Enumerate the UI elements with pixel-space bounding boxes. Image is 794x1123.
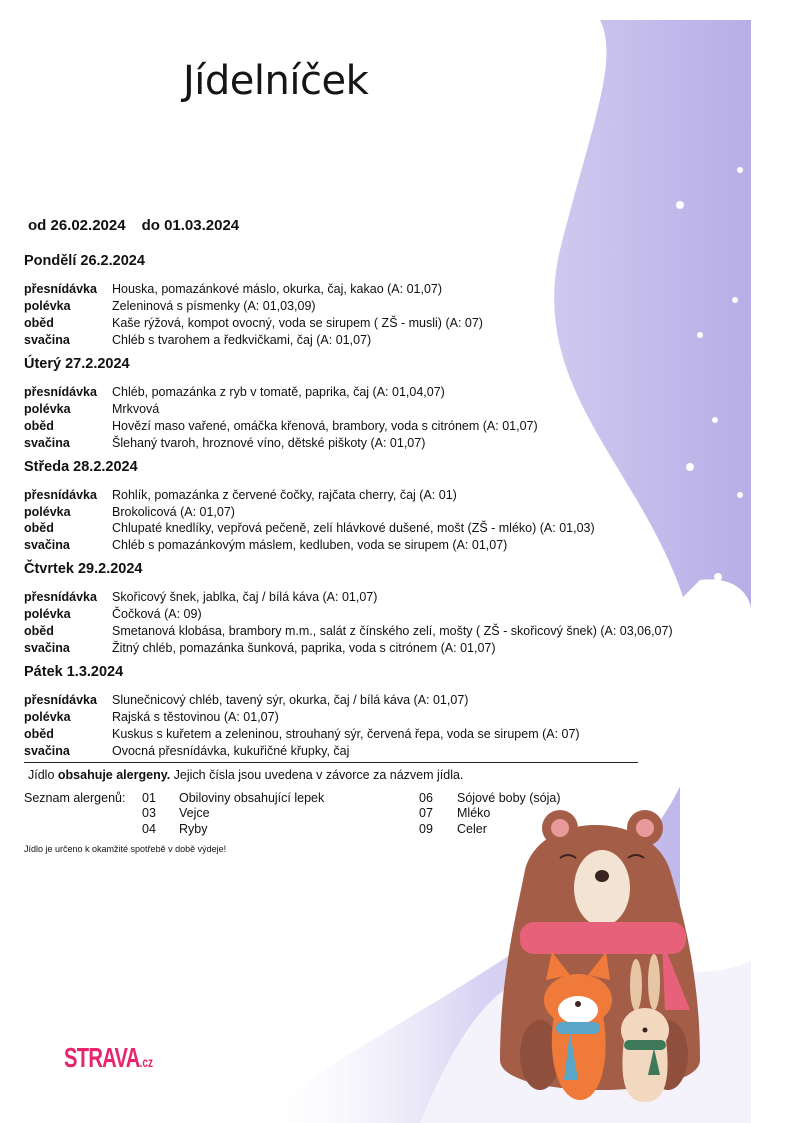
- day-heading-wednesday: Středa 28.2.2024: [24, 459, 138, 475]
- meal-text: Žitný chléb, pomazánka šunková, paprika, voda s citrónem (A: 01,07): [112, 641, 496, 655]
- footer-note: Jídlo je určeno k okamžité spotřebě v době výdeje!: [24, 844, 227, 854]
- allergen-name: Mléko: [457, 806, 491, 820]
- meal-label: oběd: [24, 316, 54, 330]
- meal-label: svačina: [24, 744, 70, 758]
- meal-text: Rohlík, pomazánka z červené čočky, rajčata cherry, čaj (A: 01): [112, 488, 457, 502]
- meal-text: Slunečnicový chléb, tavený sýr, okurka, čaj / bílá káva (A: 01,07): [112, 693, 469, 707]
- allergen-name: Ryby: [179, 822, 208, 836]
- meal-text: Chléb s pomazánkovým máslem, kedluben, voda se sirupem (A: 01,07): [112, 538, 508, 552]
- meal-text: Skořicový šnek, jablka, čaj / bílá káva (A: 01,07): [112, 590, 378, 604]
- allergen-note-suffix: Jejich čísla jsou uvedena v závorce za názvem jídla.: [170, 768, 464, 782]
- meal-label: oběd: [24, 419, 54, 433]
- divider: [24, 762, 638, 763]
- meal-label: polévka: [24, 402, 71, 416]
- logo-suffix: .cz: [139, 1054, 154, 1070]
- allergen-note-bold: obsahuje alergeny.: [57, 768, 171, 782]
- allergen-code: 06: [419, 791, 433, 805]
- date-range: [28, 217, 239, 234]
- meal-text: Chléb s tvarohem a ředkvičkami, čaj (A: 01,07): [112, 333, 372, 347]
- meal-text: Houska, pomazánkové máslo, okurka, čaj, kakao (A: 01,07): [112, 282, 443, 296]
- meal-label: svačina: [24, 641, 70, 655]
- meal-text: Ovocná přesnídávka, kukuřičné křupky, čaj: [112, 744, 350, 758]
- date-from: od 26.02.2024: [28, 217, 126, 234]
- day-heading-thursday: Čtvrtek 29.2.2024: [24, 561, 143, 577]
- meal-text: Chlupaté knedlíky, vepřová pečeně, zelí hlávkové dušené, mošt (ZŠ - mléko) (A: 01,03): [112, 521, 595, 535]
- day-heading-monday: Pondělí 26.2.2024: [24, 253, 145, 269]
- strava-logo: [64, 1042, 153, 1074]
- meal-text: Kuskus s kuřetem a zeleninou, strouhaný sýr, červená řepa, voda se sirupem (A: 07): [112, 727, 580, 741]
- allergen-code: 04: [142, 822, 156, 836]
- meal-text: Smetanová klobása, brambory m.m., salát z čínského zelí, mošty ( ZŠ - skořicový šnek) (A: 03,06,07): [112, 624, 673, 638]
- meal-label: svačina: [24, 436, 70, 450]
- meal-label: přesnídávka: [24, 693, 97, 707]
- meal-text: Chléb, pomazánka z ryb v tomatě, paprika, čaj (A: 01,04,07): [112, 385, 445, 399]
- allergen-name: Sójové boby (sója): [457, 791, 561, 805]
- meal-text: Rajská s těstovinou (A: 01,07): [112, 710, 279, 724]
- allergen-code: 07: [419, 806, 433, 820]
- allergen-code: 01: [142, 791, 156, 805]
- meal-text: Čočková (A: 09): [112, 607, 202, 621]
- day-heading-friday: Pátek 1.3.2024: [24, 664, 124, 680]
- meal-label: oběd: [24, 727, 54, 741]
- meal-label: polévka: [24, 607, 71, 621]
- allergen-note-prefix: Jídlo: [28, 768, 58, 782]
- allergen-code: 09: [419, 822, 433, 836]
- allergen-code: 03: [142, 806, 156, 820]
- allergen-name: Celer: [457, 822, 487, 836]
- meal-label: přesnídávka: [24, 282, 97, 296]
- meal-text: Hovězí maso vařené, omáčka křenová, brambory, voda s citrónem (A: 01,07): [112, 419, 538, 433]
- meal-label: přesnídávka: [24, 590, 97, 604]
- day-heading-tuesday: Úterý 27.2.2024: [24, 356, 130, 372]
- meal-text: Šlehaný tvaroh, hroznové víno, dětské piškoty (A: 01,07): [112, 436, 426, 450]
- meal-text: Zeleninová s písmenky (A: 01,03,09): [112, 299, 316, 313]
- date-to: do 01.03.2024: [141, 217, 240, 234]
- meal-text: Mrkvová: [112, 402, 160, 416]
- allergen-note: [28, 768, 463, 782]
- meal-label: polévka: [24, 710, 71, 724]
- page-title: Jídelníček: [183, 58, 369, 104]
- allergen-list-label: Seznam alergenů:: [24, 791, 126, 805]
- meal-label: oběd: [24, 624, 54, 638]
- logo-main: STRAVA: [64, 1042, 140, 1073]
- meal-label: polévka: [24, 505, 71, 519]
- allergen-name: Obiloviny obsahující lepek: [179, 791, 325, 805]
- meal-text: Kaše rýžová, kompot ovocný, voda se sirupem ( ZŠ - musli) (A: 07): [112, 316, 483, 330]
- meal-label: přesnídávka: [24, 488, 97, 502]
- meal-text: Brokolicová (A: 01,07): [112, 505, 235, 519]
- meal-label: oběd: [24, 521, 54, 535]
- meal-label: přesnídávka: [24, 385, 97, 399]
- allergen-name: Vejce: [179, 806, 210, 820]
- meal-label: svačina: [24, 538, 70, 552]
- meal-label: polévka: [24, 299, 71, 313]
- meal-label: svačina: [24, 333, 70, 347]
